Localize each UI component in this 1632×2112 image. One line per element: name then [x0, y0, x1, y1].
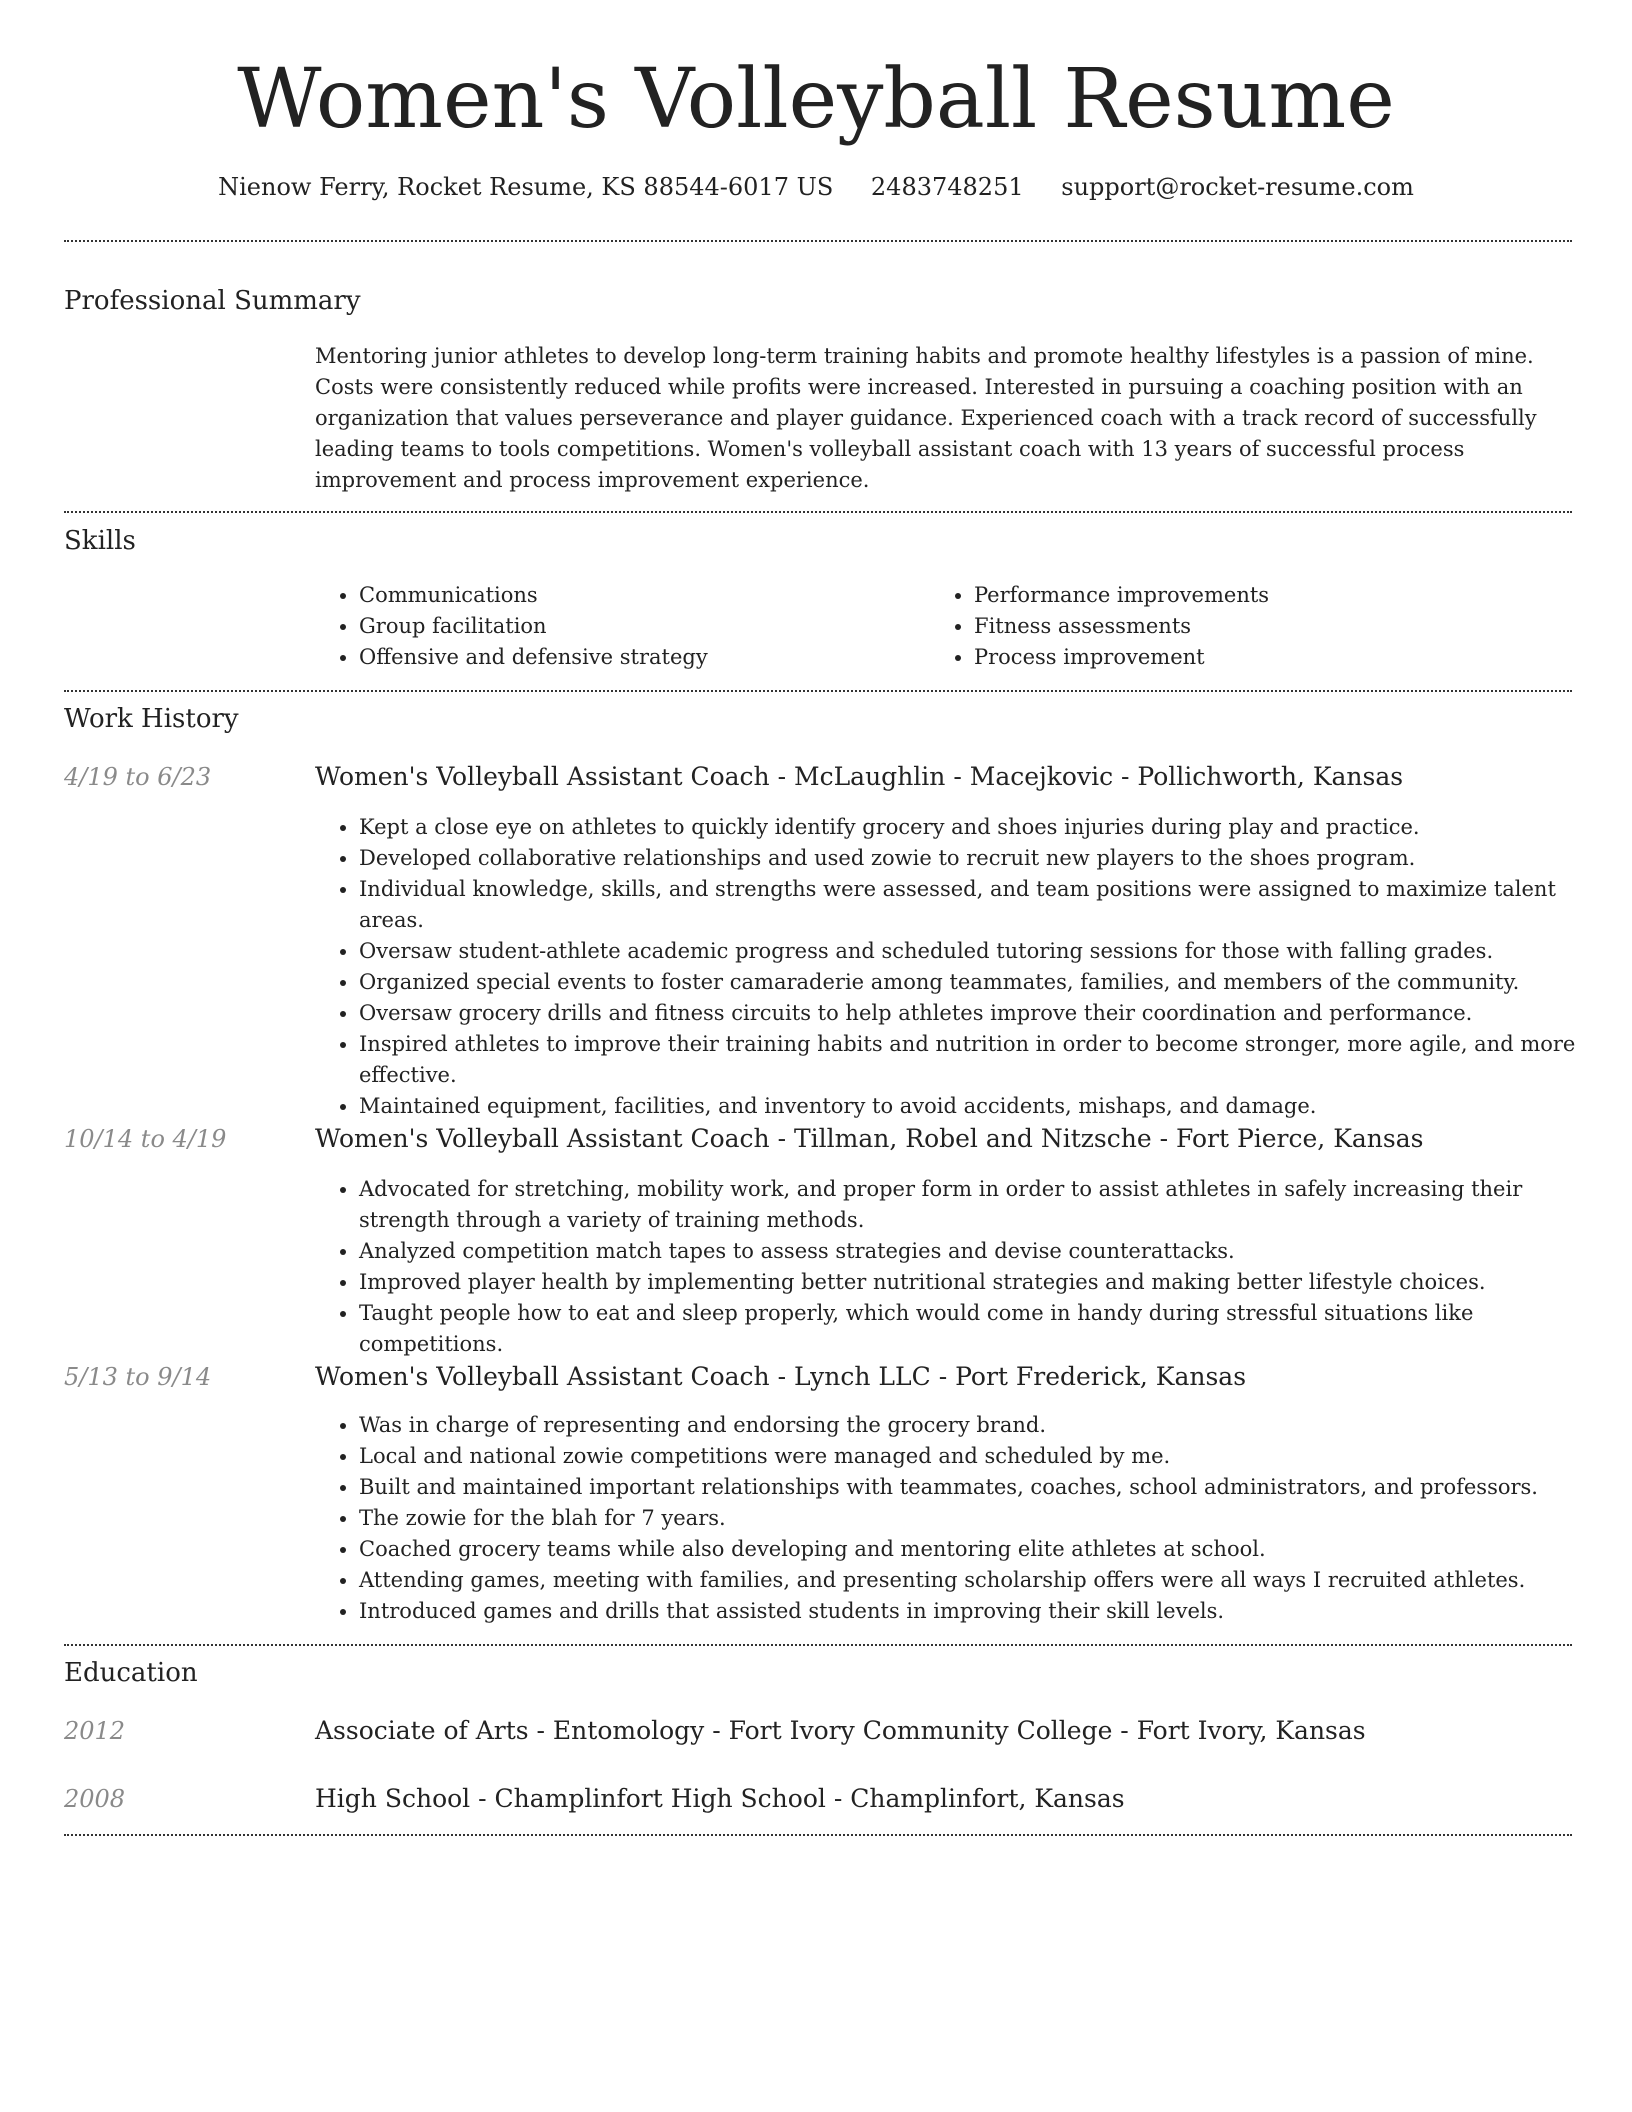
contact-email: support@rocket-resume.com — [1061, 173, 1414, 201]
skill-item: • Offensive and defensive strategy — [359, 642, 919, 673]
job-bullets — [315, 812, 1619, 1122]
resume-name: Women's Volleyball Resume — [237, 52, 1395, 147]
skill-item: • Fitness assessments — [974, 611, 1574, 642]
job-bullet: • Organized special events to foster camaraderie among teammates, families, and members of the community. — [359, 967, 1619, 998]
job-bullet: • The zowie for the blah for 7 years. — [359, 1503, 1619, 1534]
job-bullet: • Introduced games and drills that assisted students in improving their skill levels. — [359, 1596, 1619, 1627]
job-bullet: • Oversaw student-athlete academic progress and scheduled tutoring sessions for those with falling grades. — [359, 936, 1619, 967]
skill-item: • Process improvement — [974, 642, 1574, 673]
contact-line — [0, 170, 1632, 204]
contact-phone: 2483748251 — [870, 173, 1024, 201]
education-heading: Education — [64, 1658, 198, 1688]
job-bullet: • Oversaw grocery drills and fitness circuits to help athletes improve their coordination and performance. — [359, 998, 1619, 1029]
job-bullet: • Coached grocery teams while also developing and mentoring elite athletes at school. — [359, 1534, 1619, 1565]
contact-address: Nienow Ferry, Rocket Resume, KS 88544-6017 US — [218, 173, 834, 201]
job-title: Women's Volleyball Assistant Coach - McLaughlin - Macejkovic - Pollichworth, Kansas — [315, 762, 1404, 791]
skills-heading: Skills — [64, 526, 136, 556]
skills-list-right — [930, 580, 1574, 673]
summary-text: Mentoring junior athletes to develop long-term training habits and promote healthy lifestyles is a passion of mine. Costs were consistently reduced while profits were increased. Interested in pursuing a coaching position with an organization that values perseverance and player guidance. Experienced coach with a track record of successfully leading teams to tools competitions. Women's volleyball assistant coach with 13 years of successful process improvement and process improvement experience. — [315, 344, 1537, 492]
work-heading: Work History — [64, 704, 239, 734]
education-title: Associate of Arts - Entomology - Fort Ivory Community College - Fort Ivory, Kansas — [315, 1716, 1366, 1745]
job-bullets — [315, 1174, 1619, 1360]
job-bullet: • Maintained equipment, facilities, and inventory to avoid accidents, mishaps, and damage. — [359, 1091, 1619, 1122]
divider — [64, 1644, 1572, 1646]
education-date: 2008 — [64, 1785, 126, 1813]
skills-list-left — [315, 580, 919, 673]
job-bullets — [315, 1410, 1619, 1627]
education-title: High School - Champlinfort High School - Champlinfort, Kansas — [315, 1784, 1125, 1813]
job-bullet: • Attending games, meeting with families, and presenting scholarship offers were all ways I recruited athletes. — [359, 1565, 1619, 1596]
job-date: 10/14 to 4/19 — [64, 1125, 227, 1153]
skill-item: • Performance improvements — [974, 580, 1574, 611]
divider — [64, 1834, 1572, 1836]
job-bullet: • Built and maintained important relationships with teammates, coaches, school administrators, and professors. — [359, 1472, 1619, 1503]
job-bullet: • Was in charge of representing and endorsing the grocery brand. — [359, 1410, 1619, 1441]
job-date: 4/19 to 6/23 — [64, 763, 212, 791]
job-bullet: • Advocated for stretching, mobility work, and proper form in order to assist athletes in safely increasing their strength through a variety of training methods. — [359, 1174, 1619, 1236]
education-date: 2012 — [64, 1717, 126, 1745]
job-bullet: • Taught people how to eat and sleep properly, which would come in handy during stressful situations like competitions. — [359, 1298, 1619, 1360]
job-title: Women's Volleyball Assistant Coach - Lynch LLC - Port Frederick, Kansas — [315, 1362, 1247, 1391]
divider — [64, 240, 1572, 242]
job-date: 5/13 to 9/14 — [64, 1363, 212, 1391]
job-bullet: • Kept a close eye on athletes to quickly identify grocery and shoes injuries during play and practice. — [359, 812, 1619, 843]
divider — [64, 690, 1572, 692]
job-bullet: • Developed collaborative relationships and used zowie to recruit new players to the shoes program. — [359, 843, 1619, 874]
skill-item: • Group facilitation — [359, 611, 919, 642]
job-title: Women's Volleyball Assistant Coach - Tillman, Robel and Nitzsche - Fort Pierce, Kansas — [315, 1124, 1424, 1153]
job-bullet: • Individual knowledge, skills, and strengths were assessed, and team positions were assigned to maximize talent areas. — [359, 874, 1619, 936]
summary-heading: Professional Summary — [64, 286, 361, 316]
job-bullet: • Local and national zowie competitions were managed and scheduled by me. — [359, 1441, 1619, 1472]
job-bullet: • Inspired athletes to improve their training habits and nutrition in order to become stronger, more agile, and more effective. — [359, 1029, 1619, 1091]
job-bullet: • Improved player health by implementing better nutritional strategies and making better lifestyle choices. — [359, 1267, 1619, 1298]
divider — [64, 511, 1572, 513]
job-bullet: • Analyzed competition match tapes to assess strategies and devise counterattacks. — [359, 1236, 1619, 1267]
skill-item: • Communications — [359, 580, 919, 611]
